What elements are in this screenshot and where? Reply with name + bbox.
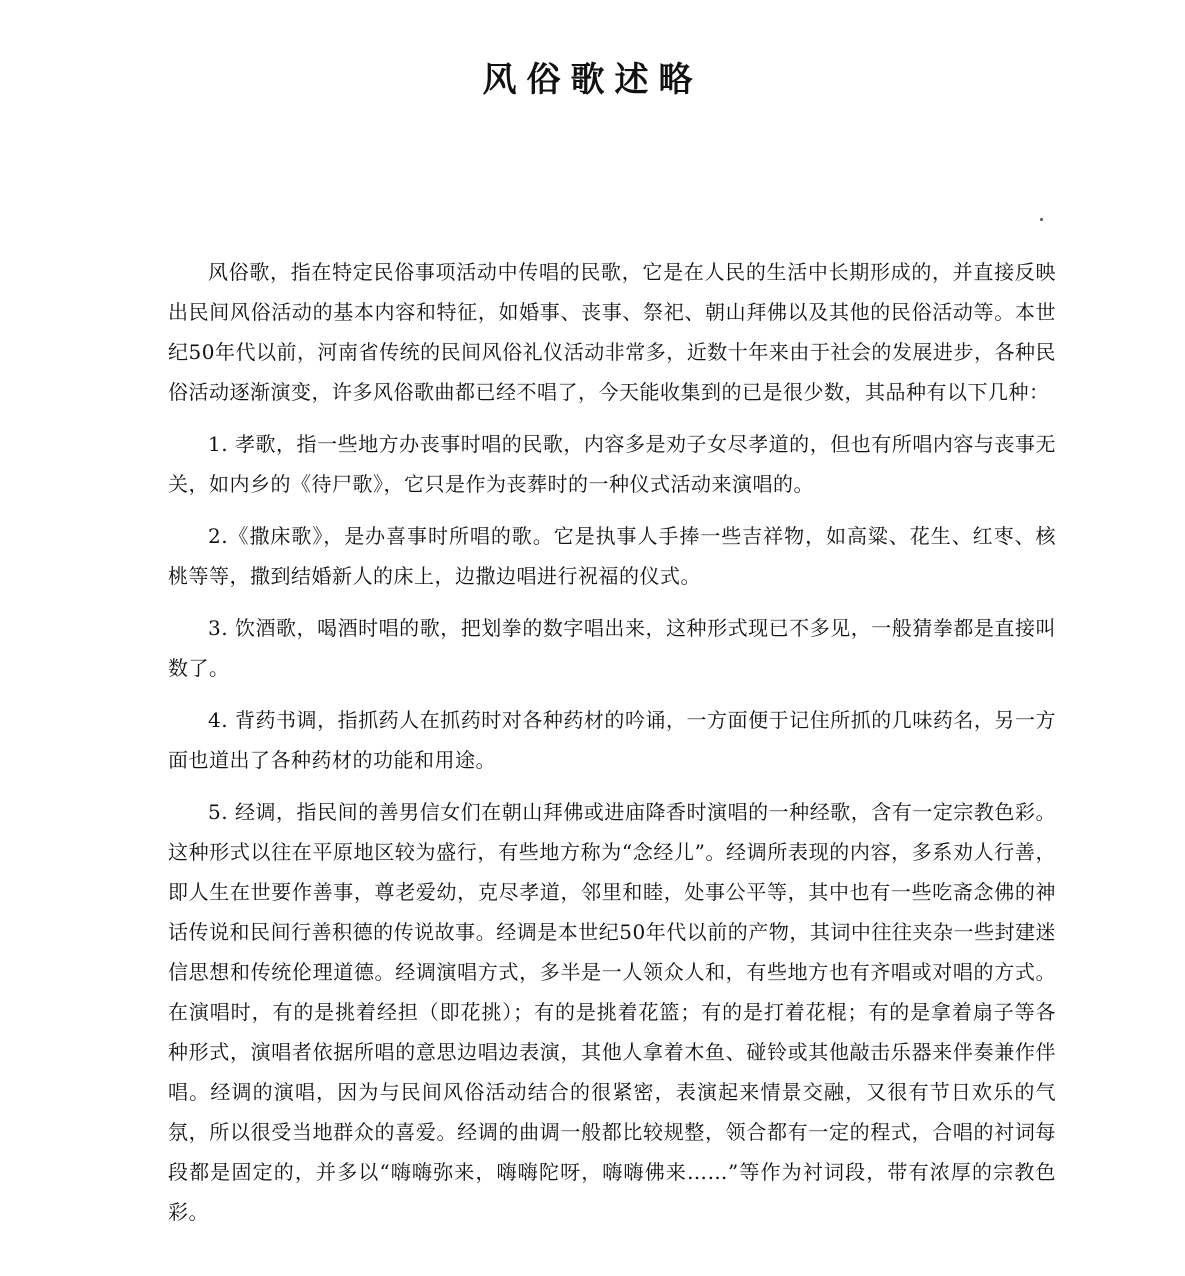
paragraph-jingdiao: 5. 经调，指民间的善男信女们在朝山拜佛或进庙降香时演唱的一种经歌，含有一定宗教色彩。这种形式以往在平原地区较为盛行，有些地方称为“念经儿”。经调所表现的内容，多系劝人行善，即人生在世要作善事，尊老爱幼，克尽孝道，邻里和睦，处事公平等，其中也有一些吃斋念佛的神话传说和民间行善积德的传说故事。经调是本世纪50年代以前的产物，其词中往往夹杂一些封建迷信思想和传统伦理道德。经调演唱方式，多半是一人领众人和，有些地方也有齐唱或对唱的方式。在演唱时，有的是挑着经担（即花挑）；有的是挑着花篮；有的是打着花棍；有的是拿着扇子等各种形式，演唱者依据所唱的意思边唱边表演，其他人拿着木鱼、碰铃或其他敲击乐器来伴奏兼作伴唱。经调的演唱，因为与民间风俗活动结合的很紧密，表演起来情景交融，又很有节日欢乐的气氛，所以很受当地群众的喜爱。经调的曲调一般都比较规整，领合都有一定的程式，合唱的衬词每段都是固定的，并多以“嗨嗨弥来，嗨嗨陀呀，嗨嗨佛来……”等作为衬词段，带有浓厚的宗教色彩。 (168, 800, 1056, 1224)
page-title: 风俗歌述略 (482, 60, 703, 100)
body-text (168, 252, 1056, 1244)
paragraph-yinjiuge: 3. 饮酒歌，喝酒时唱的歌，把划拳的数字唱出来，这种形式现已不多见，一般猜拳都是直接叫数了。 (168, 616, 1056, 680)
paragraph-intro: 风俗歌，指在特定民俗事项活动中传唱的民歌，它是在人民的生活中长期形成的，并直接反映出民间风俗活动的基本内容和特征，如婚事、丧事、祭祀、朝山拜佛以及其他的民俗活动等。本世纪50年代以前，河南省传统的民间风俗礼仪活动非常多，近数十年来由于社会的发展进步，各种民俗活动逐渐演变，许多风俗歌曲都已经不唱了，今天能收集到的已是很少数，其品种有以下几种： (168, 260, 1056, 404)
paragraph-xiaoge: 1. 孝歌，指一些地方办丧事时唱的民歌，内容多是劝子女尽孝道的，但也有所唱内容与丧事无关，如内乡的《待尸歌》，它只是作为丧葬时的一种仪式活动来演唱的。 (168, 432, 1056, 496)
paragraph-sachuangge: 2.《撒床歌》，是办喜事时所唱的歌。它是执事人手捧一些吉祥物，如高粱、花生、红枣、核桃等等，撒到结婚新人的床上，边撒边唱进行祝福的仪式。 (168, 524, 1056, 588)
paragraph-beiyaoshudiao: 4. 背药书调，指抓药人在抓药时对各种药材的吟诵，一方面便于记住所抓的几味药名，另一方面也道出了各种药材的功能和用途。 (168, 708, 1056, 772)
scan-speck (1040, 218, 1043, 221)
